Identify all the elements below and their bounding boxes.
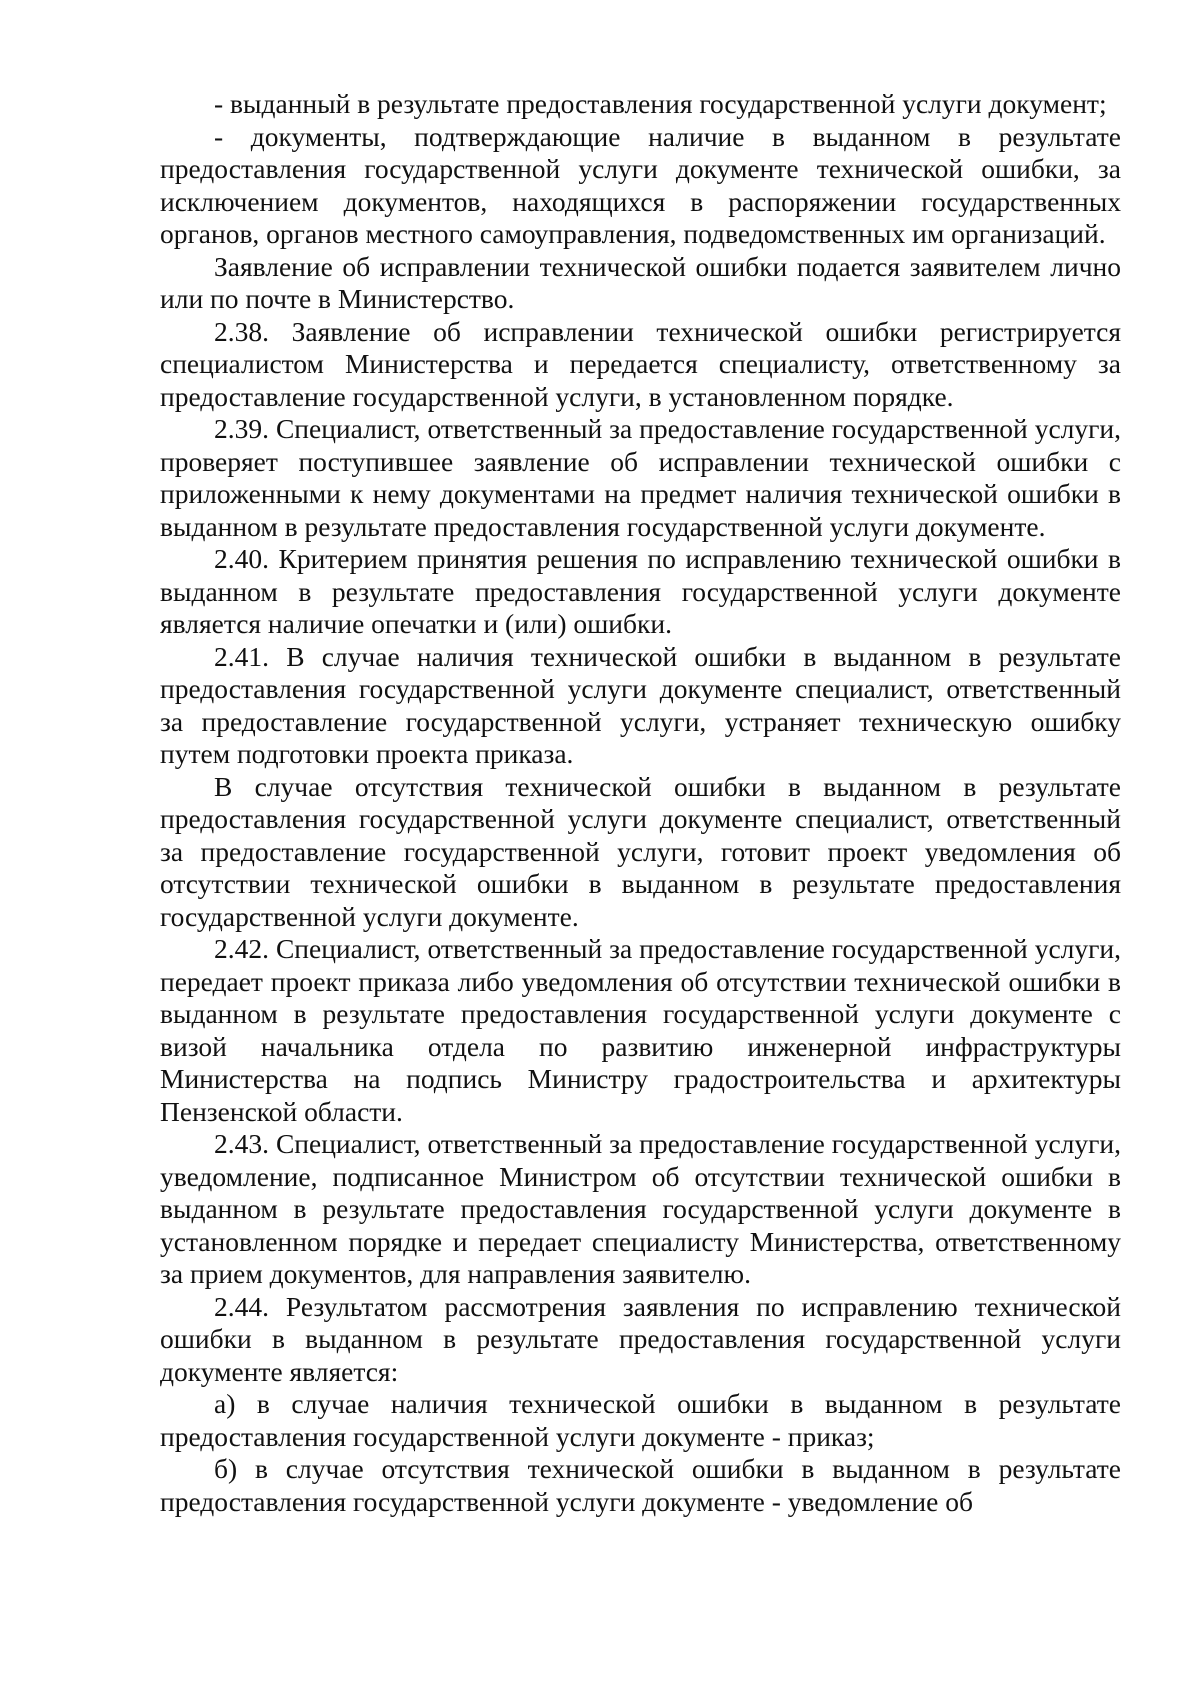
paragraph-application-submission: Заявление об исправлении технической ошибки подается заявителем лично или по почте в Министерство. <box>160 250 1121 314</box>
paragraph-2-40: 2.40. Критерием принятия решения по исправлению технической ошибки в выданном в результате предоставления государственной услуги документе является наличие опечатки и (или) ошибки. <box>160 543 1121 639</box>
paragraph-2-42: 2.42. Специалист, ответственный за предоставление государственной услуги, передает проект приказа либо уведомления об отсутствии технической ошибки в выданном в результате предоставления государственной услуги документе с визой начальника отдела по развитию инженерной инфраструктуры Министерства на подпись Министру градостроительства и архитектуры Пензенской области. <box>160 933 1121 1127</box>
paragraph-2-44: 2.44. Результатом рассмотрения заявления по исправлению технической ошибки в выданном в результате предоставления государственной услуги документе является: <box>160 1290 1121 1387</box>
paragraph-item-b: б) в случае отсутствия технической ошибки в выданном в результате предоставления государственной услуги документе - уведомление об <box>160 1453 1121 1517</box>
paragraph-no-error-case: В случае отсутствия технической ошибки в выданном в результате предоставления государственной услуги документе специалист, ответственный за предоставление государственной услуги, готовит проект уведомления об отсутствии технической ошибки в выданном в результате предоставления государственной услуги документе. <box>160 770 1121 932</box>
paragraph-supporting-documents: - документы, подтверждающие наличие в выданном в результате предоставления государственной услуги документе технической ошибки, за исключением документов, находящихся в распоряжении государственных органов, органов местного самоуправления, подведомственных им организаций. <box>160 120 1121 249</box>
paragraph-item-a: а) в случае наличия технической ошибки в выданном в результате предоставления государственной услуги документе - приказ; <box>160 1388 1121 1452</box>
paragraph-issued-document: - выданный в результате предоставления государственной услуги документ; <box>214 88 1107 119</box>
paragraph-2-41: 2.41. В случае наличия технической ошибки в выданном в результате предоставления государственной услуги документе специалист, ответственный за предоставление государственной услуги, устраняет техническую ошибку путем подготовки проекта приказа. <box>160 640 1121 769</box>
paragraph-2-39: 2.39. Специалист, ответственный за предоставление государственной услуги, проверяет поступившее заявление об исправлении технической ошибки с приложенными к нему документами на предмет наличия технической ошибки в выданном в результате предоставления государственной услуги документе. <box>160 413 1121 542</box>
document-page <box>160 88 1121 1518</box>
paragraph-2-38: 2.38. Заявление об исправлении технической ошибки регистрируется специалистом Министерства и передается специалисту, ответственному за предоставление государственной услуги, в установленном порядке. <box>160 315 1121 412</box>
paragraph-2-43: 2.43. Специалист, ответственный за предоставление государственной услуги, уведомление, подписанное Министром об отсутствии технической ошибки в выданном в результате предоставления государственной услуги документе в установленном порядке и передает специалисту Министерства, ответственному за прием документов, для направления заявителю. <box>160 1128 1121 1289</box>
